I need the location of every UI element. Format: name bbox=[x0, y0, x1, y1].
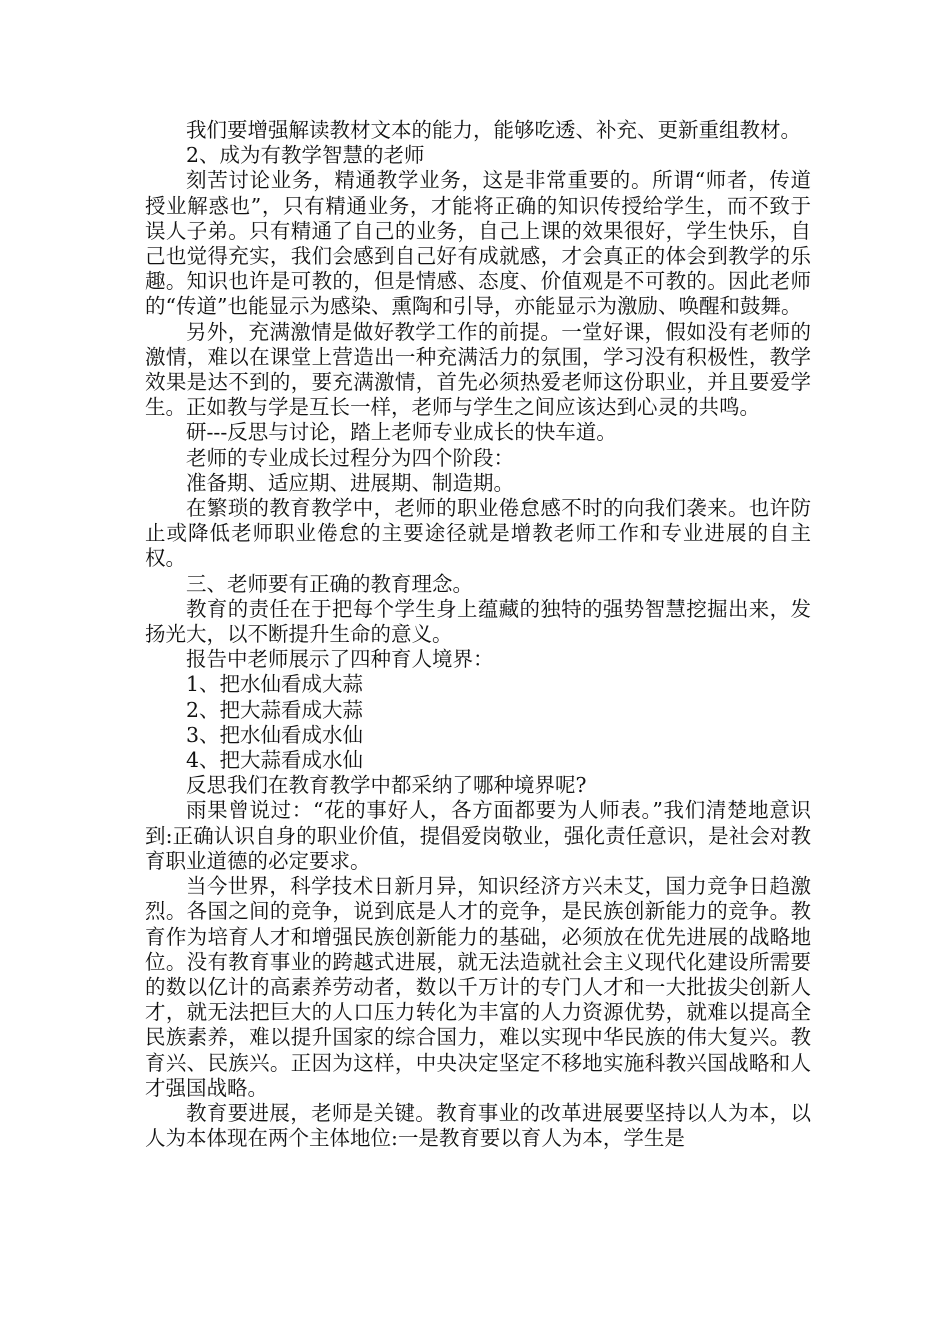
paragraph-master-business: 刻苦讨论业务，精通教学业务，这是非常重要的。所谓“师者，传道授业解惑也”，只有精通业务，才能将正确的知识传授给学生，而不致于误人子弟。只有精通了自己的业务，自己上课的效果很好，学生快乐，自己也觉得充实，我们会感到自己好有成就感，才会真正的体会到教学的乐趣。知识也许是可教的，但是情感、态度、价值观是不可教的。因此老师的“传道”也能显示为感染、熏陶和引导，亦能显示为激励、唤醒和鼓舞。 bbox=[145, 168, 811, 319]
paragraph-growth-stages: 老师的专业成长过程分为四个阶段： bbox=[186, 445, 514, 470]
paragraph-education-responsibility: 教育的责任在于把每个学生身上蕴藏的独特的强势智慧挖掘出来，发扬光大，以不断提升生命的意义。 bbox=[145, 596, 811, 647]
paragraph-textbook-ability: 我们要增强解读教材文本的能力，能够吃透、补充、更新重组教材。 bbox=[186, 118, 801, 142]
paragraph-world-competition: 当今世界，科学技术日新月异，知识经济方兴未艾，国力竞争日趋激烈。各国之间的竞争，说到底是人才的竞争，是民族创新能力的竞争。教育作为培育人才和增强民族创新能力的基础，必须放在优先进展的战略地位。没有教育事业的跨越式进展，就无法造就社会主义现代化建设所需要的数以亿计的高素养劳动者，数以千万计的专门人才和一大批拔尖创新人才，就无法把巨大的人口压力转化为丰富的人力资源优势，就难以提高全民族素养，难以提升国家的综合国力，难以实现中华民族的伟大复兴。教育兴、民族兴。正因为这样，中央决定坚定不移地实施科教兴国战略和人才强国战略。 bbox=[145, 874, 811, 1100]
list-item-realm-1: 1、把水仙看成大蒜 bbox=[186, 672, 364, 697]
paragraph-burnout: 在繁琐的教育教学中，老师的职业倦怠感不时的向我们袭来。也许防止或降低老师职业倦怠的主要途径就是增教老师工作和专业进展的自主权。 bbox=[145, 496, 811, 571]
list-item-realm-2: 2、把大蒜看成大蒜 bbox=[186, 697, 364, 722]
document-body bbox=[145, 118, 811, 1151]
paragraph-stage-list: 准备期、适应期、进展期、制造期。 bbox=[186, 470, 514, 495]
paragraph-four-realms-intro: 报告中老师展示了四种育人境界： bbox=[186, 647, 494, 672]
list-item-realm-3: 3、把水仙看成水仙 bbox=[186, 722, 364, 747]
paragraph-reflection-question: 反思我们在教育教学中都采纳了哪种境界呢? bbox=[186, 773, 587, 798]
paragraph-teacher-key: 教育要进展，老师是关键。教育事业的改革进展要坚持以人为本，以人为本体现在两个主体地位:一是教育要以育人为本，学生是 bbox=[145, 1100, 811, 1151]
paragraph-passion: 另外，充满激情是做好教学工作的前提。一堂好课，假如没有老师的激情，难以在课堂上营造出一种充满活力的氛围，学习没有积极性，教学效果是达不到的，要充满激情，首先必须热爱老师这份职业，并且要爱学生。正如教与学是互长一样，老师与学生之间应该达到心灵的共鸣。 bbox=[145, 319, 811, 420]
paragraph-research-reflection: 研---反思与讨论，踏上老师专业成长的快车道。 bbox=[186, 420, 617, 445]
heading-education-concept: 三、老师要有正确的教育理念。 bbox=[186, 571, 473, 596]
list-item-realm-4: 4、把大蒜看成水仙 bbox=[186, 748, 364, 773]
paragraph-hugo-quote: 雨果曾说过：“花的事好人，各方面都要为人师表。”我们清楚地意识到:正确认识自身的职业价值，提倡爱岗敬业，强化责任意识，是社会对教育职业道德的必定要求。 bbox=[145, 798, 811, 873]
heading-teaching-wisdom: 2、成为有教学智慧的老师 bbox=[186, 143, 425, 168]
